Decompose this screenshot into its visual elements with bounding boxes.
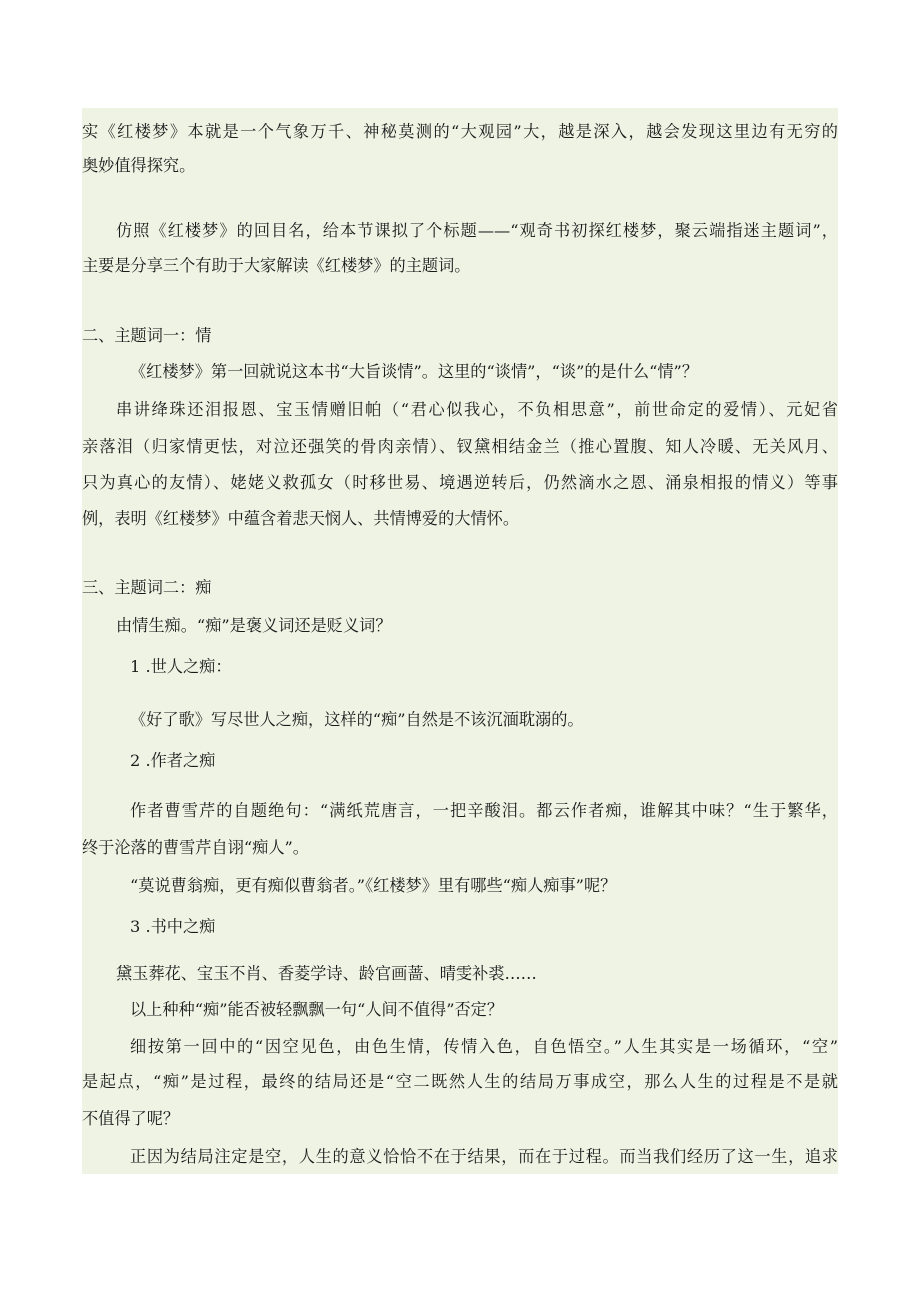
text-line: 是起点，“痴”是过程，最终的结局还是“空二既然人生的结局万事成空，那么人生的过程是不是就 bbox=[82, 1072, 838, 1091]
text-line: 串讲绛珠还泪报恩、宝玉情赠旧帕（“君心似我心，不负相思意”，前世命定的爱情）、元妃省 bbox=[116, 400, 838, 419]
text-line: 奥妙值得探究。 bbox=[82, 156, 196, 175]
text-line: 主要是分享三个有助于大家解读《红楼梦》的主题词。 bbox=[82, 256, 471, 275]
sub-heading: 1 .世人之痴： bbox=[130, 657, 232, 676]
text-line: 正因为结局注定是空，人生的意义恰恰不在于结果，而在于过程。而当我们经历了这一生，追求 bbox=[130, 1147, 838, 1166]
text-line: 终于沦落的曹雪芹自诩“痴人”。 bbox=[82, 838, 309, 857]
text-line: 细按第一回中的“因空见色，由色生情，传情入色，自色悟空。”人生其实是一场循环，“空” bbox=[130, 1037, 838, 1056]
text-line: 例，表明《红楼梦》中蕴含着悲天悯人、共情博爱的大情怀。 bbox=[82, 509, 520, 528]
text-line: 亲落泪（归家情更怯，对泣还强笑的骨肉亲情）、钗黛相结金兰（推心置腹、知人冷暖、无关风月、 bbox=[82, 437, 838, 456]
section-heading: 三、主题词二：痴 bbox=[82, 578, 212, 597]
text-line: 以上种种“痴”能否被轻飘飘一句“人间不值得”否定？ bbox=[130, 1000, 504, 1019]
section-heading: 二、主题词一：情 bbox=[82, 326, 212, 345]
text-line: 《红楼梦》第一回就说这本书“大旨谈情”。这里的“谈情”，“谈”的是什么“情”？ bbox=[130, 362, 699, 381]
sub-heading: 3 .书中之痴 bbox=[130, 917, 216, 936]
text-line: 黛玉葬花、宝玉不肖、香菱学诗、龄官画蔷、晴雯补裘…… bbox=[116, 964, 537, 983]
text-line: 不值得了呢？ bbox=[82, 1109, 180, 1128]
text-line: 由情生痴。“痴”是褒义词还是贬义词？ bbox=[116, 616, 392, 635]
sub-heading: 2 .作者之痴 bbox=[130, 751, 216, 770]
text-line: 只为真心的友情）、姥姥义救孤女（时移世易、境遇逆转后，仍然滴水之恩、涌泉相报的情义）等事 bbox=[82, 473, 838, 492]
text-line: 《好了歌》写尽世人之痴，这样的“痴”自然是不该沉湎耽溺的。 bbox=[130, 710, 584, 729]
text-line: “莫说曹翁痴，更有痴似曹翁者。”《红楼梦》里有哪些“痴人痴事”呢？ bbox=[130, 876, 617, 895]
text-line: 仿照《红楼梦》的回目名，给本节课拟了个标题——“观奇书初探红楼梦，聚云端指迷主题词”， bbox=[116, 221, 838, 240]
text-line: 实《红楼梦》本就是一个气象万千、神秘莫测的“大观园”大，越是深入，越会发现这里边有无穷的 bbox=[82, 122, 838, 141]
text-line: 作者曹雪芹的自题绝句：“满纸荒唐言，一把辛酸泪。都云作者痴，谁解其中味？“生于繁华， bbox=[130, 801, 838, 820]
document-page bbox=[82, 108, 838, 1174]
